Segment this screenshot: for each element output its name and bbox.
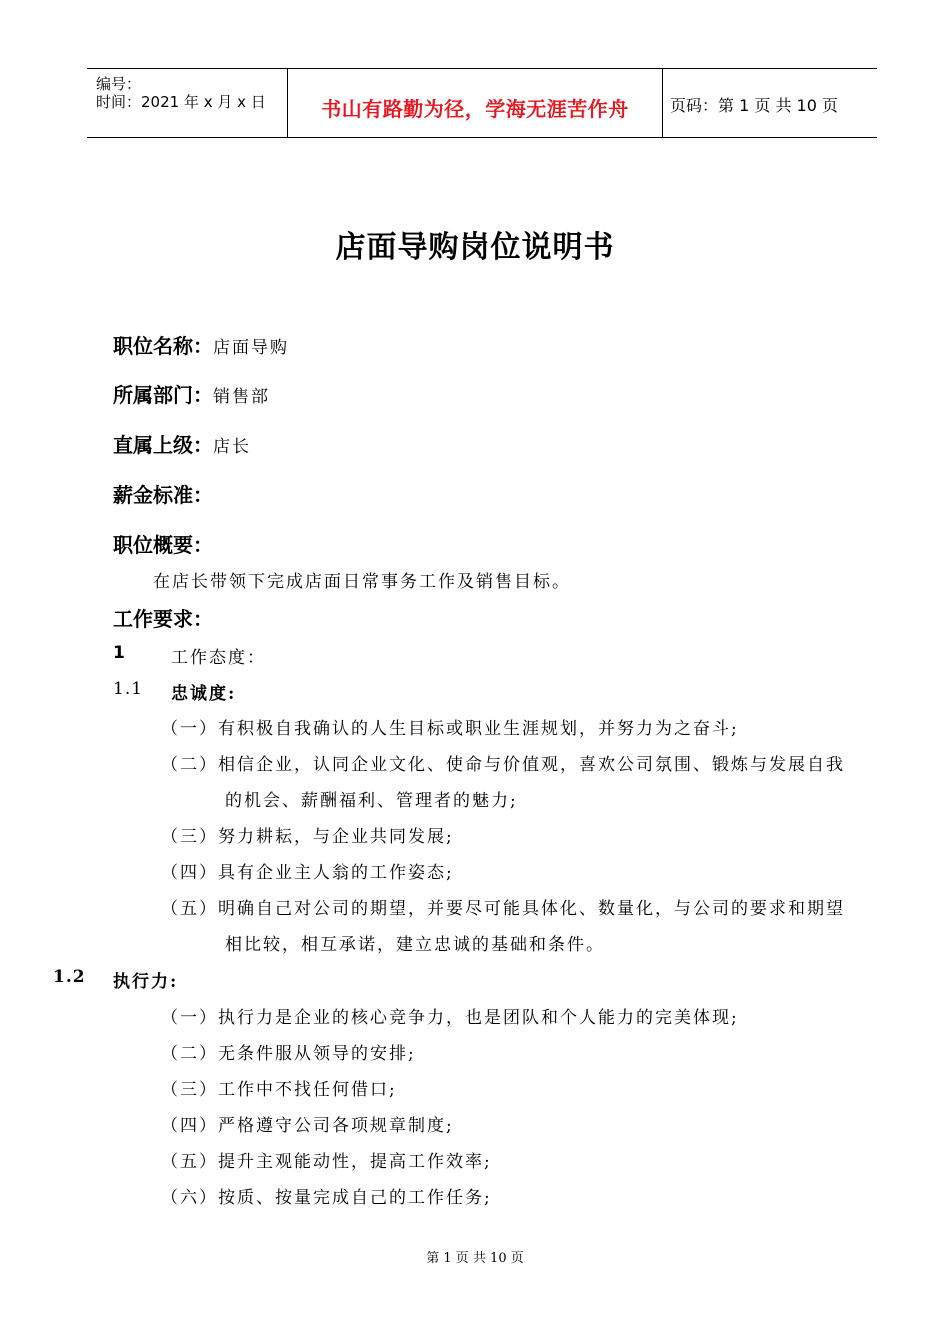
overview-text: 在店长带领下完成店面日常事务工作及销售目标。 [153, 572, 571, 592]
field-superior [113, 429, 251, 458]
field-department-value: 销售部 [213, 387, 270, 407]
header-page-cell [662, 69, 877, 137]
field-position [113, 330, 289, 359]
list-item: （一）执行力是企业的核心竞争力，也是团队和个人能力的完美体现; [161, 1008, 739, 1028]
header-page-number: 页码：第 1 页 共 10 页 [670, 96, 838, 115]
page-footer: 第 1 页 共 10 页 [426, 1251, 524, 1266]
header-info-cell [87, 69, 287, 137]
list-item: （二）相信企业，认同企业文化、使命与价值观，喜欢公司氛围、锻炼与发展自我 [161, 755, 845, 775]
list-item: （六）按质、按量完成自己的工作任务; [161, 1188, 492, 1208]
document-number-label: 编号： [96, 75, 142, 93]
requirements-heading: 工作要求： [113, 607, 213, 631]
section-1-2-title: 执行力: [113, 972, 179, 992]
section-1-2-number: 1.2 [53, 967, 86, 987]
header-motto: 书山有路勤为径，学海无涯苦作舟 [321, 97, 629, 121]
section-1-1-title: 忠诚度: [171, 684, 237, 704]
document-title: 店面导购岗位说明书 [335, 230, 615, 265]
section-1-number: 1 [113, 643, 125, 663]
field-department-key: 所属部门： [113, 383, 213, 407]
field-salary-key: 薪金标准： [113, 483, 213, 507]
field-position-key: 职位名称： [113, 334, 213, 358]
list-item: （二）无条件服从领导的安排; [161, 1044, 416, 1064]
list-item: （三）努力耕耘，与企业共同发展; [161, 827, 454, 847]
header-motto-cell [287, 69, 663, 137]
list-item: （三）工作中不找任何借口; [161, 1080, 397, 1100]
list-item-continuation: 相比较，相互承诺，建立忠诚的基础和条件。 [225, 935, 605, 955]
list-item: （五）明确自己对公司的期望，并要尽可能具体化、数量化，与公司的要求和期望 [161, 899, 845, 919]
section-1-title: 工作态度： [171, 648, 266, 668]
overview-heading: 职位概要： [113, 533, 213, 557]
field-superior-value: 店长 [213, 437, 251, 457]
list-item: （五）提升主观能动性，提高工作效率; [161, 1152, 492, 1172]
field-superior-key: 直属上级： [113, 433, 213, 457]
section-1-1-number: 1.1 [113, 679, 144, 699]
list-item: （一）有积极自我确认的人生目标或职业生涯规划，并努力为之奋斗; [161, 719, 739, 739]
document-time-label: 时间：2021 年 x 月 x 日 [96, 93, 266, 111]
header-table [87, 68, 877, 138]
list-item: （四）严格遵守公司各项规章制度; [161, 1116, 454, 1136]
field-department [113, 379, 270, 408]
list-item-continuation: 的机会、薪酬福利、管理者的魅力; [225, 791, 518, 811]
field-position-value: 店面导购 [213, 338, 289, 358]
list-item: （四）具有企业主人翁的工作姿态; [161, 863, 454, 883]
field-salary [113, 479, 213, 508]
